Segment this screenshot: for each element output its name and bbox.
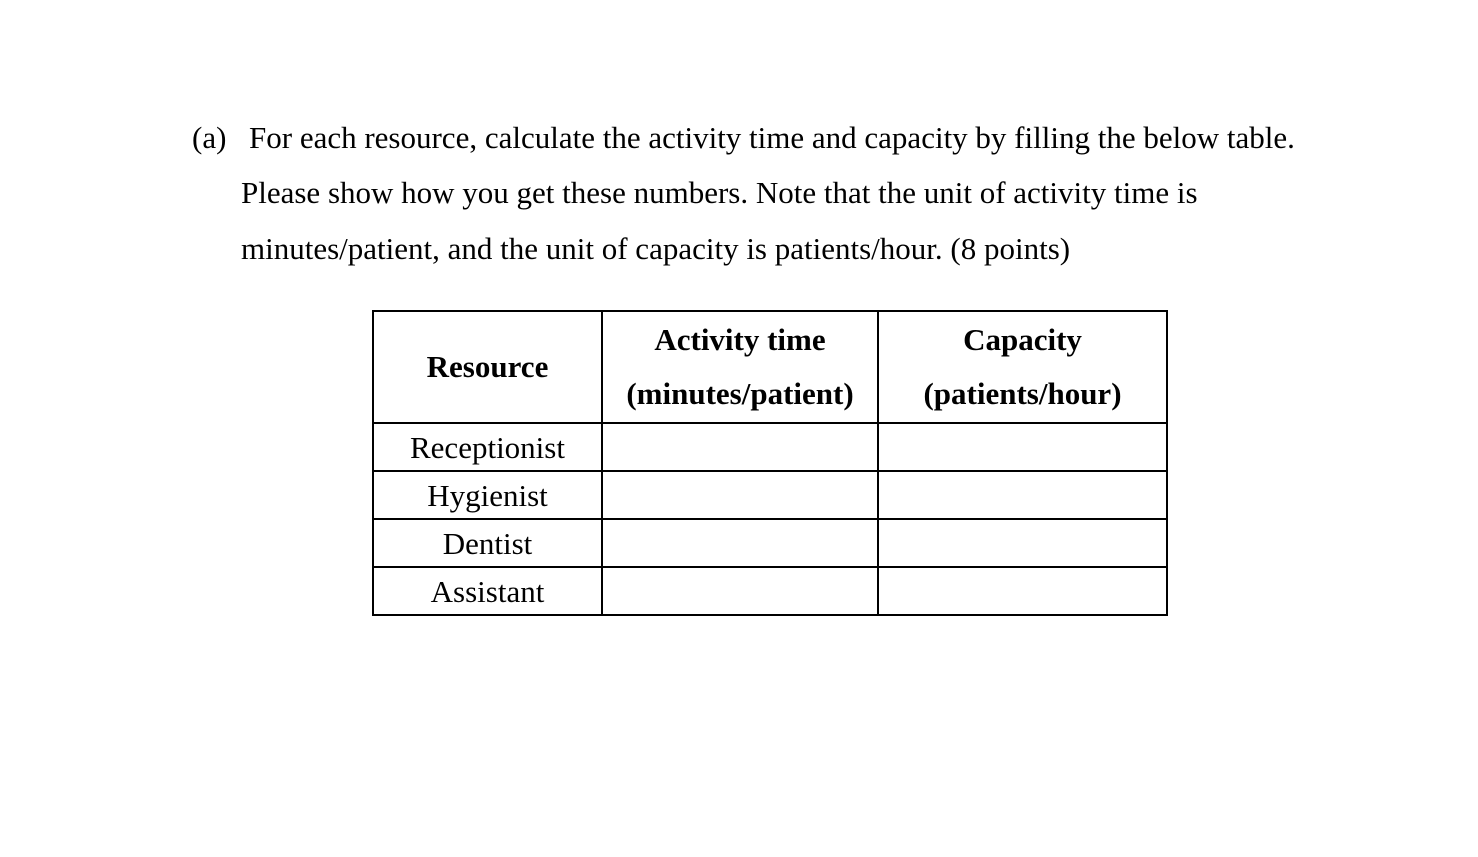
- table-row: [373, 519, 1167, 567]
- resource-cell: Receptionist: [373, 423, 602, 471]
- activity-time-cell[interactable]: [602, 471, 878, 519]
- header-capacity-unit: (patients/hour): [923, 376, 1122, 411]
- question-text-line-2: Please show how you get these numbers. Note that the unit of activity time is: [241, 175, 1198, 210]
- resource-cell: Hygienist: [373, 471, 602, 519]
- capacity-cell[interactable]: [878, 423, 1167, 471]
- header-activity-time: [602, 311, 878, 423]
- table-row: [373, 423, 1167, 471]
- table-row: [373, 567, 1167, 615]
- resource-table: [372, 310, 1168, 616]
- header-resource: [373, 311, 602, 423]
- activity-time-cell[interactable]: [602, 423, 878, 471]
- question-text-line-3: minutes/patient, and the unit of capacity is patients/hour. (8 points): [241, 231, 1071, 266]
- header-activity-time-unit: (minutes/patient): [626, 376, 854, 411]
- header-activity-time-title: Activity time: [654, 322, 826, 357]
- question-label: (a): [192, 120, 227, 155]
- question-text-line-1: For each resource, calculate the activity time and capacity by filling the below table.: [249, 120, 1295, 155]
- capacity-cell[interactable]: [878, 567, 1167, 615]
- header-resource-label: Resource: [426, 349, 549, 384]
- resource-cell: Assistant: [373, 567, 602, 615]
- resource-cell: Dentist: [373, 519, 602, 567]
- table-header-row: [373, 311, 1167, 423]
- header-capacity: [878, 311, 1167, 423]
- table-row: [373, 471, 1167, 519]
- capacity-cell[interactable]: [878, 519, 1167, 567]
- header-capacity-title: Capacity: [963, 322, 1082, 357]
- activity-time-cell[interactable]: [602, 519, 878, 567]
- activity-time-cell[interactable]: [602, 567, 878, 615]
- capacity-cell[interactable]: [878, 471, 1167, 519]
